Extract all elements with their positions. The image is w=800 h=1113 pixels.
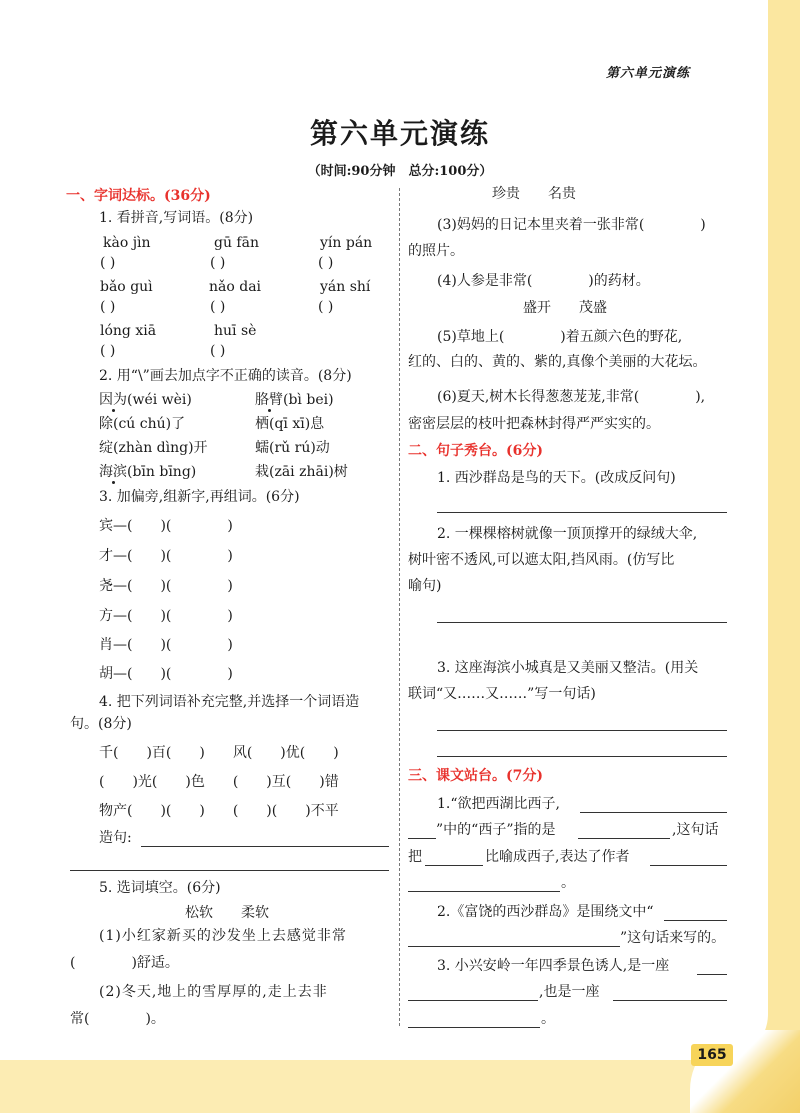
page-title: 第六单元演练 xyxy=(309,117,490,150)
question-4: 4. 把下列词语补充完整,并选择一个词语造 xyxy=(99,694,360,710)
word-pair: 珍贵 名贵 xyxy=(492,186,576,202)
pronunciation-item xyxy=(99,438,208,458)
radical-row[interactable]: 肖—( )( ) xyxy=(99,637,233,653)
answer-line[interactable] xyxy=(437,756,727,757)
reading-choice[interactable]: (zhàn dìng)开 xyxy=(113,440,208,456)
reading-choice[interactable]: (wéi wèi) xyxy=(127,392,192,408)
word: 蠕 xyxy=(255,440,269,456)
pinyin-6: yán shí xyxy=(320,279,371,295)
reading-choice[interactable]: (zāi zhāi)树 xyxy=(269,464,348,480)
answer-line[interactable] xyxy=(408,946,620,947)
sentence-question-2-cont: 树叶密不透风,可以遮太阳,挡风雨。(仿写比 xyxy=(408,552,675,568)
answer-line[interactable] xyxy=(425,865,483,866)
answer-line[interactable] xyxy=(437,622,727,623)
pronunciation-item xyxy=(255,414,324,434)
word: 胳臂 xyxy=(255,392,283,408)
radical-row[interactable]: 方—( )( ) xyxy=(99,608,233,624)
fill-sentence: 红的、白的、黄的、紫的,真像个美丽的大花坛。 xyxy=(408,354,707,370)
text-question-1-cont: ,这句话 xyxy=(672,822,719,838)
radical-row[interactable]: 宾—( )( ) xyxy=(99,518,233,534)
idiom-row[interactable]: ( )光( )色 ( )互( )错 xyxy=(99,774,339,790)
answer-paren[interactable]: ( ) xyxy=(100,343,116,359)
question-5: 5. 选词填空。(6分) xyxy=(99,880,221,896)
fill-sentence[interactable]: (6)夏天,树木长得葱葱茏茏,非常( ), xyxy=(437,389,706,405)
text-question-2-cont: ”这句话来写的。 xyxy=(620,930,726,946)
answer-line[interactable] xyxy=(70,870,389,871)
answer-paren[interactable]: ( ) xyxy=(210,299,226,315)
answer-line[interactable] xyxy=(613,1000,727,1001)
pinyin-1: kào jìn xyxy=(103,235,151,251)
pinyin-2: gū fān xyxy=(214,235,259,251)
header-corner-label: 第六单元演练 xyxy=(606,66,691,81)
page-edge xyxy=(0,1060,800,1113)
reading-choice[interactable]: (qī xī)息 xyxy=(269,416,325,432)
answer-line[interactable] xyxy=(408,1000,538,1001)
page-subtitle: （时间:90分钟 总分:100分） xyxy=(307,164,493,179)
fill-sentence: 的照片。 xyxy=(408,243,464,259)
pronunciation-item xyxy=(255,390,334,410)
answer-line[interactable] xyxy=(408,891,560,892)
reading-choice[interactable]: (cú chú)了 xyxy=(113,416,186,432)
text-question-1-cont: ”中的“西子”指的是 xyxy=(436,822,556,838)
section-2-heading: 二、句子秀台。(6分) xyxy=(408,443,543,459)
answer-line[interactable] xyxy=(578,838,670,839)
fill-sentence[interactable]: 常( )。 xyxy=(70,1011,165,1027)
word: 绽 xyxy=(99,440,113,456)
answer-paren[interactable]: ( ) xyxy=(210,343,226,359)
answer-line[interactable] xyxy=(408,1027,540,1028)
word: 海滨 xyxy=(99,464,127,480)
answer-paren[interactable]: ( ) xyxy=(318,255,334,271)
radical-row[interactable]: 胡—( )( ) xyxy=(99,666,233,682)
fill-sentence: (1)小红家新买的沙发坐上去感觉非常 xyxy=(99,928,347,944)
column-divider xyxy=(399,188,400,1026)
idiom-row[interactable]: 物产( )( ) ( )( )不平 xyxy=(99,803,339,819)
answer-line[interactable] xyxy=(580,812,727,813)
text-question-1-cont: 把 xyxy=(408,849,422,865)
word: 栽 xyxy=(255,464,269,480)
radical-row[interactable]: 才—( )( ) xyxy=(99,548,233,564)
text-question-3-cont: 。 xyxy=(541,1011,555,1027)
sentence-question-1: 1. 西沙群岛是鸟的天下。(改成反问句) xyxy=(437,470,676,486)
text-question-1-cont: 。 xyxy=(561,875,575,891)
answer-line[interactable] xyxy=(408,838,436,839)
idiom-row[interactable]: 千( )百( ) 风( )优( ) xyxy=(99,745,339,761)
sentence-question-3: 3. 这座海滨小城真是又美丽又整洁。(用关 xyxy=(437,660,699,676)
answer-line[interactable] xyxy=(141,846,389,847)
answer-paren[interactable]: ( ) xyxy=(100,255,116,271)
question-2: 2. 用“\”画去加点字不正确的读音。(8分) xyxy=(99,368,352,384)
word: 除 xyxy=(99,416,113,432)
fill-sentence[interactable]: (4)人参是非常( )的药材。 xyxy=(437,273,650,289)
fill-sentence: 密密层层的枝叶把森林封得严严实实的。 xyxy=(408,416,660,432)
page-number: 165 xyxy=(691,1044,733,1066)
word-pair: 松软 柔软 xyxy=(185,905,269,921)
fill-sentence[interactable]: (3)妈妈的日记本里夹着一张非常( ) xyxy=(437,217,706,233)
pinyin-7: lóng xiā xyxy=(100,323,157,339)
pinyin-4: bǎo guì xyxy=(100,279,153,295)
pronunciation-item xyxy=(255,462,348,482)
sentence-question-2: 2. 一棵棵榕树就像一顶顶撑开的绿绒大伞, xyxy=(437,526,698,542)
question-3: 3. 加偏旁,组新字,再组词。(6分) xyxy=(99,489,300,505)
reading-choice[interactable]: (bì bei) xyxy=(283,392,334,408)
text-question-3: 3. 小兴安岭一年四季景色诱人,是一座 xyxy=(437,958,670,974)
pinyin-5: nǎo dai xyxy=(209,279,262,295)
answer-paren[interactable]: ( ) xyxy=(100,299,116,315)
pinyin-3: yín pán xyxy=(320,235,373,251)
text-question-3-cont: ,也是一座 xyxy=(539,984,600,1000)
pronunciation-item xyxy=(99,414,185,434)
reading-choice[interactable]: (rǔ rú)动 xyxy=(269,440,330,456)
make-sentence-label: 造句: xyxy=(99,830,132,846)
text-question-1-cont: 比喻成西子,表达了作者 xyxy=(485,849,630,865)
answer-line[interactable] xyxy=(437,730,727,731)
answer-paren[interactable]: ( ) xyxy=(318,299,334,315)
answer-line[interactable] xyxy=(664,920,727,921)
word-pair: 盛开 茂盛 xyxy=(523,300,607,316)
word: 栖 xyxy=(255,416,269,432)
section-3-heading: 三、课文站台。(7分) xyxy=(408,768,543,784)
pronunciation-item xyxy=(99,390,192,410)
fill-sentence: (2)冬天,地上的雪厚厚的,走上去非 xyxy=(99,984,328,1000)
question-1: 1. 看拼音,写词语。(8分) xyxy=(99,210,254,226)
word: 因为 xyxy=(99,392,127,408)
pronunciation-item xyxy=(99,462,196,482)
pronunciation-item xyxy=(255,438,330,458)
text-question-2: 2.《富饶的西沙群岛》是围绕文中“ xyxy=(437,904,654,920)
answer-line[interactable] xyxy=(437,512,727,513)
sentence-question-2-cont: 喻句) xyxy=(408,578,442,594)
reading-choice[interactable]: (bīn bīng) xyxy=(127,464,197,480)
question-4-cont: 句。(8分) xyxy=(70,716,132,732)
answer-line[interactable] xyxy=(697,974,727,975)
pinyin-8: huī sè xyxy=(214,323,257,339)
fill-sentence[interactable]: (5)草地上( )着五颜六色的野花, xyxy=(437,329,683,345)
radical-row[interactable]: 尧—( )( ) xyxy=(99,578,233,594)
text-question-1: 1.“欲把西湖比西子, xyxy=(437,796,560,812)
section-1-heading: 一、字词达标。(36分) xyxy=(66,188,211,204)
fill-sentence[interactable]: ( )舒适。 xyxy=(70,955,179,971)
sentence-question-3-cont: 联词“又……又……”写一句话) xyxy=(408,686,596,702)
answer-paren[interactable]: ( ) xyxy=(210,255,226,271)
answer-line[interactable] xyxy=(650,865,727,866)
